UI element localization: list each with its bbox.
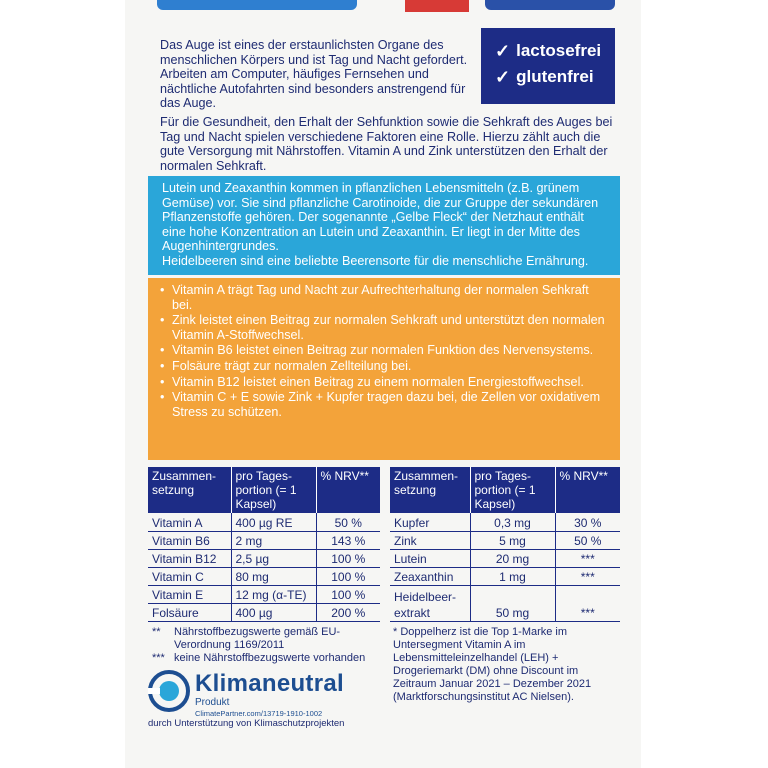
table-row [148, 567, 380, 585]
table-row [148, 603, 380, 621]
nutrient-amount: 1 mg [470, 567, 555, 585]
klimaneutral-title: Klimaneutral [195, 670, 344, 697]
nutrient-nrv: 100 % [316, 549, 380, 567]
footnote-text: Nährstoffbezugswerte gemäß EU-Verordnung 1169/2011 [174, 626, 341, 651]
claim-item: • Vitamin A trägt Tag und Nacht zur Aufrechterhaltung der normalen Sehkraft bei. [160, 283, 610, 312]
nutrient-name: Vitamin A [148, 513, 231, 531]
header-nrv: % NRV** [555, 467, 620, 513]
nutrient-nrv: *** [555, 567, 620, 585]
nutrient-amount: 400 µg [231, 603, 316, 621]
top-blue-shape [157, 0, 357, 10]
table-row [148, 513, 380, 531]
claim-item: • Vitamin B12 leistet einen Beitrag zu einem normalen Energiestoffwechsel. [160, 375, 610, 390]
nutrient-amount: 2 mg [231, 531, 316, 549]
nutrient-nrv: 200 % [316, 603, 380, 621]
nutrient-name: Lutein [390, 549, 470, 567]
nutrition-table-left [148, 467, 380, 622]
nutrient-name: Kupfer [390, 513, 470, 531]
heidelbeer-paragraph: Heidelbeeren sind eine beliebte Beerensorte für die menschliche Ernährung. [162, 253, 589, 268]
nutrient-nrv: *** [555, 585, 620, 621]
nutrient-nrv: 50 % [555, 531, 620, 549]
footnote-mark: *** [152, 652, 165, 664]
nutrition-table-right [390, 467, 620, 622]
lutein-info-box [148, 176, 620, 275]
nutrient-nrv: 143 % [316, 531, 380, 549]
claims-list [160, 283, 610, 419]
top-blue-shape-2 [485, 0, 615, 10]
table-row [390, 531, 620, 549]
badge-line-gluten [495, 64, 605, 90]
nutrient-name: Vitamin C [148, 567, 231, 585]
nutrient-amount: 2,5 µg [231, 549, 316, 567]
header-daily-portion: pro Tages-portion (= 1 Kapsel) [470, 467, 555, 513]
nutrient-amount: 80 mg [231, 567, 316, 585]
badge-lactose-label: lactosefrei [516, 41, 602, 60]
klimaneutral-footer: durch Unterstützung von Klimaschutzprojekten [148, 718, 345, 729]
badge-gluten-label: glutenfrei [516, 67, 594, 86]
nutrient-nrv: 100 % [316, 585, 380, 603]
table-row [148, 549, 380, 567]
nutrient-amount: 12 mg (α-TE) [231, 585, 316, 603]
nutrient-name: Vitamin B12 [148, 549, 231, 567]
claim-item: • Folsäure trägt zur normalen Zellteilung bei. [160, 359, 610, 374]
intro-text: Das Auge ist eines der erstaunlichsten Organe des menschlichen Körpers und ist Tag und Nacht gefordert. Arbeiten am Computer, häufiges Fernsehen und nächtliche Autofahrten sind besonders anstrengend für das Auge. [160, 38, 468, 111]
top-edge-strip [125, 0, 641, 24]
nutrient-name: Zeaxanthin [390, 567, 470, 585]
table-row [148, 585, 380, 603]
climatepartner-url: ClimatePartner.com/13719-1910-1002 [195, 709, 323, 718]
table-header-row [390, 467, 620, 513]
nutrient-name: Folsäure [148, 603, 231, 621]
free-from-badge [481, 28, 615, 104]
header-nrv: % NRV** [316, 467, 380, 513]
health-claims-box [148, 278, 620, 460]
footnotes-left [152, 626, 382, 665]
table-header-row [148, 467, 380, 513]
lutein-paragraph: Lutein und Zeaxanthin kommen in pflanzlichen Lebensmitteln (z.B. grünem Gemüse) vor. Sie sind pflanzliche Carotinoide, die zur Gruppe der sekundären Pflanzenstoffe gehören. Der sogenannte „Gelbe Fleck“ der Netzhaut enthält eine hohe Konzentration an Lutein und Zeaxanthin. Er liegt in der Mitte des Augenhintergrundes. [162, 181, 599, 254]
table-row [390, 549, 620, 567]
table-row [390, 513, 620, 531]
nutrient-amount: 400 µg RE [231, 513, 316, 531]
check-icon: ✓ [495, 41, 511, 61]
klimaneutral-label [148, 670, 378, 718]
badge-line-lactose [495, 38, 605, 64]
footnote-no-nrv [152, 652, 382, 665]
header-daily-portion: pro Tages-portion (= 1 Kapsel) [231, 467, 316, 513]
table-row [390, 567, 620, 585]
header-composition: Zusammen-setzung [148, 467, 231, 513]
nutrient-amount: 0,3 mg [470, 513, 555, 531]
nutrient-name: Vitamin E [148, 585, 231, 603]
claim-item: • Vitamin C + E sowie Zink + Kupfer tragen dazu bei, die Zellen vor oxidativem Stress zu schützen. [160, 390, 610, 419]
top-red-shape [405, 0, 469, 12]
footnote-top-brand: * Doppelherz ist die Top 1-Marke im Untersegment Vitamin A im Lebensmitteleinzelhandel (LEH) + Drogeriemarkt (DM) ohne Discount im Zeitraum Januar 2021 – Dezember 2021 (Marktforschungsinstitut AC Nielsen). [393, 626, 592, 703]
nutrient-amount: 50 mg [470, 585, 555, 621]
intro-text-2: Für die Gesundheit, den Erhalt der Sehfunktion sowie die Sehkraft des Auges bei Tag und Nacht spielen verschiedene Faktoren eine Rolle. Hierzu zählt auch die gute Versorgung mit Nährstoffen. Vitamin A und Zink unterstützen den Erhalt der normalen Sehkraft. [160, 115, 613, 173]
nutrient-name: Heidelbeer-extrakt [390, 585, 470, 621]
nutrient-amount: 5 mg [470, 531, 555, 549]
claim-item: • Vitamin B6 leistet einen Beitrag zur normalen Funktion des Nervensystems. [160, 343, 610, 358]
claim-item: • Zink leistet einen Beitrag zur normalen Sehkraft und unterstützt den normalen Vitamin A-Stoffwechsel. [160, 313, 610, 342]
header-composition: Zusammen-setzung [390, 467, 470, 513]
footnote-mark: ** [152, 626, 161, 638]
check-icon: ✓ [495, 67, 511, 87]
nutrient-nrv: 50 % [316, 513, 380, 531]
nutrient-nrv: *** [555, 549, 620, 567]
table-row [148, 531, 380, 549]
climatepartner-logo-icon [148, 670, 190, 712]
footnote-text: keine Nährstoffbezugswerte vorhanden [174, 652, 366, 664]
nutrient-name: Zink [390, 531, 470, 549]
nutrient-amount: 20 mg [470, 549, 555, 567]
nutrient-nrv: 100 % [316, 567, 380, 585]
nutrient-name: Vitamin B6 [148, 531, 231, 549]
footnote-nrv [152, 626, 382, 652]
klimaneutral-sub: Produkt [195, 697, 230, 708]
nutrient-nrv: 30 % [555, 513, 620, 531]
table-row [390, 585, 620, 621]
